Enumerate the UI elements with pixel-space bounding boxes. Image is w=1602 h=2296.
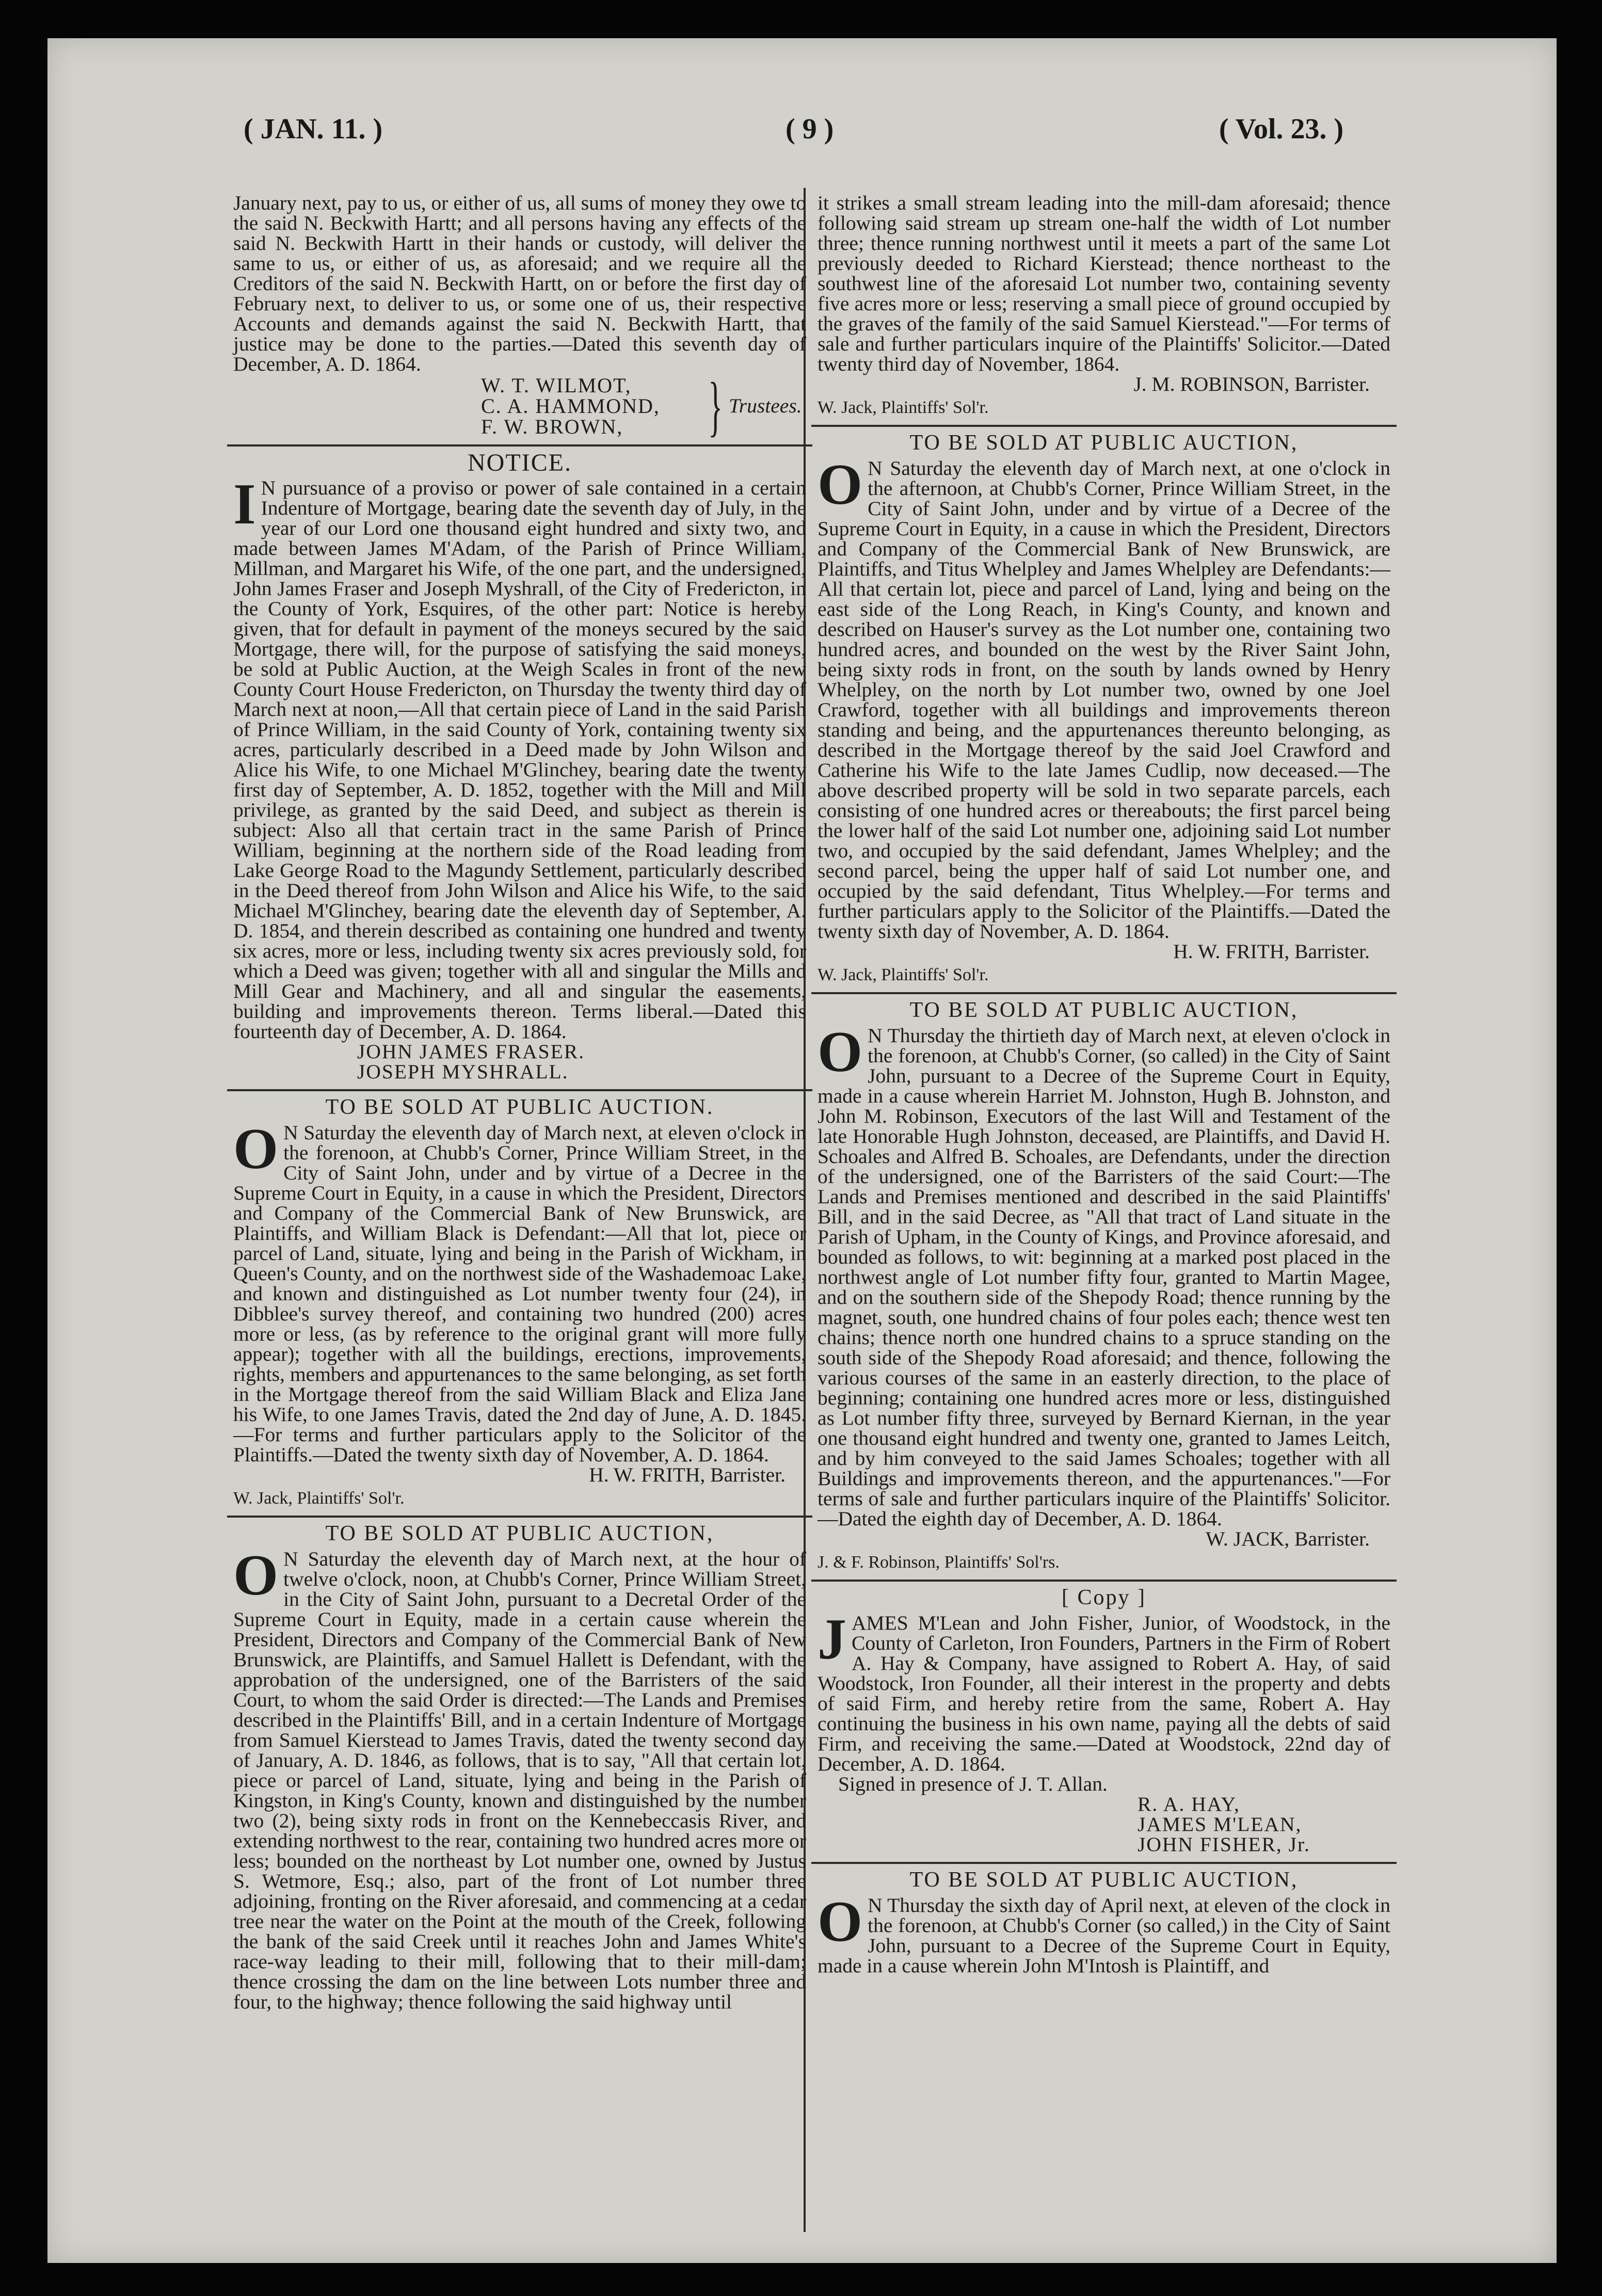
solicitor-line: W. Jack, Plaintiffs' Sol'r. (818, 965, 989, 984)
drop-cap: I (233, 472, 256, 536)
trustee-name: C. A. HAMMOND, (481, 394, 660, 418)
auction-text: N Saturday the eleventh day of March next, at eleven o'clock in the forenoon, at Chubb's Corner, Prince William Street, in the City of Saint John, under and by virtue of a Decree in the Supreme Court in Equity, in a cause in which the President, Directors and Company of the Commercial Bank of New Brunswick, are Plaintiffs, and William Black is Defendant:—All that lot, piece or parcel of Land, situate, lying and being in the Parish of Wickham, in Queen's County, and on the northwest side of the Washademoac Lake, and known and distinguished as Lot number twenty four (24), in Dibblee's survey thereof, and containing two hundred (200) acres more or less, (as by reference to the original grant will more fully appear); together with all the buildings, erections, improvements, rights, members and appurtenances to the same belonging, as set forth in the Mortgage thereof from the said William Black and Eliza Jane his Wife, to one James Travis, dated the 2nd day of June, A. D. 1845.—For terms and further particulars apply to the Solicitor of the Plaintiffs.—Dated the twenty sixth day of November, A. D. 1864. (233, 1121, 806, 1466)
copy-signature: JAMES M'LEAN, (1138, 1813, 1302, 1836)
auction-heading: TO BE SOLD AT PUBLIC AUCTION, (909, 998, 1299, 1022)
drop-cap: O (818, 1020, 863, 1084)
copy-signature: JOHN FISHER, Jr. (1138, 1833, 1310, 1856)
solicitor-line: W. Jack, Plaintiffs' Sol'r. (818, 398, 989, 417)
running-header (47, 38, 1557, 152)
notice-body (233, 472, 806, 1043)
trustee-name: F. W. BROWN, (481, 415, 623, 438)
auction-continuation: it strikes a small stream leading into the mill-dam aforesaid; thence following said stream up stream one-half the width of Lot number three; thence running northwest until it meets a part of the same Lot previously deeded to Richard Kierstead; thence northeast to the southwest line of the aforesaid Lot number two, containing seventy five acres more or less; reserving a small piece of ground occupied by the graves of the family of the said Samuel Kierstead."—For terms of sale and further particulars inquire of the Plaintiffs' Solicitor.—Dated twenty third day of November, 1864. (818, 192, 1390, 375)
barrister-signature: H. W. FRITH, Barrister. (1173, 940, 1370, 963)
section-rule (811, 1580, 1397, 1582)
barrister-signature: J. M. ROBINSON, Barrister. (1133, 373, 1370, 395)
auction-heading: TO BE SOLD AT PUBLIC AUCTION, (325, 1522, 714, 1545)
auction-body (818, 453, 1390, 943)
auction-heading: TO BE SOLD AT PUBLIC AUCTION, (909, 1868, 1299, 1892)
section-rule (811, 992, 1397, 994)
solicitor-line: J. & F. Robinson, Plaintiffs' Sol'rs. (818, 1553, 1060, 1572)
auction-heading: TO BE SOLD AT PUBLIC AUCTION, (909, 431, 1299, 455)
trustee-signatures (233, 369, 806, 443)
drop-cap: O (233, 1543, 279, 1607)
trustees-label: Trustees. (729, 394, 802, 417)
barrister-signature: W. JACK, Barrister. (1206, 1527, 1370, 1550)
copy-heading: [ Copy ] (1062, 1586, 1146, 1609)
drop-cap: O (818, 1890, 863, 1954)
notice-text: N pursuance of a proviso or power of sale contained in a certain Indenture of Mortgage, bearing date the seventh day of July, in the year of our Lord one thousand eight hundred and sixty two, and made between James M'Adam, of the Parish of Prince William, Millman, and Margaret his Wife, of the one part, and the undersigned, John James Fraser and Joseph Myshrall, of the City of Fredericton, in the County of York, Esquires, of the other part: Notice is hereby given, that for default in payment of the moneys secured by the said Mortgage, there will, for the purpose of satisfying the said moneys, be sold at Public Auction, at the Weigh Scales in front of the new County Court House Fredericton, on Thursday the twenty third day of March next at noon,—All that certain piece of Land in the said Parish of Prince William, in the said County of York, containing twenty six acres, particularly described in a Deed made by John Wilson and Alice his Wife, to one Michael M'Glinchey, bearing date the twenty first day of September, A. D. 1852, together with the Mill and Mill privilege, as granted by the said Deed, and subject as therein is subject: Also all that certain tract in the same Parish of Prince William, beginning at the northern side of the Road leading from Lake George Road to the Magundy Settlement, particularly described in the Deed thereof from John Wilson and Alice his Wife, to the said Michael M'Glinchey, bearing date the eleventh day of September, A. D. 1854, and therein described as containing one hundred and twenty six acres, more or less, including twenty six acres previously sold, for which a Deed was given; together with all and singular the Mills and Mill Gear and Machinery, and all and singular the easements, building and improvements thereon. Terms liberal.—Dated this fourteenth day of December, A. D. 1864. (233, 476, 806, 1043)
copy-signature: R. A. HAY, (1138, 1793, 1240, 1815)
section-rule (811, 1862, 1397, 1864)
drop-cap: O (818, 453, 863, 517)
auction-heading: TO BE SOLD AT PUBLIC AUCTION. (325, 1095, 714, 1119)
auction-text: N Thursday the thirtieth day of March next, at eleven o'clock in the forenoon, at Chubb's Corner, (so called) in the City of Saint John, pursuant to a Decree of the Supreme Court in Equity, made in a cause wherein Harriet M. Johnston, Hugh B. Johnston, and John M. Robinson, Executors of the last Will and Testament of the late Honorable Hugh Johnston, deceased, are Plaintiffs, and David H. Schoales and Alfred B. Schoales, are Defendants, under the direction of the undersigned, one of the Barristers of the said Court:—The Lands and Premises mentioned and described in the said Plaintiffs' Bill, and in the said Decree, as "All that tract of Land situate in the Parish of Upham, in the County of Kings, and Province aforesaid, and bounded as follows, to wit: beginning at a marked post placed in the northwest angle of Lot number fifty four, granted to Martin Magee, and on the southern side of the Shepody Road; thence running by the magnet, south, one hundred chains of four poles each; thence west ten chains; thence north one hundred chains to a spruce standing on the south side of the Shepody Road aforesaid; and thence, following the various courses of the same in an easterly direction, to the place of beginning; containing one hundred acres more or less, distinguished as Lot number fifty three, surveyed by Bernard Kiernan, in the year one thousand eight hundred and twenty one, granted to James Leitch, and by him conveyed to the said James Schoales; together with all Buildings and improvements thereon, and the appurtenances."—For terms of sale and further particulars inquire of the Plaintiffs' Solicitor.—Dated the eighth day of December, A. D. 1864. (818, 1024, 1390, 1530)
drop-cap: O (233, 1117, 279, 1181)
section-rule (227, 1516, 812, 1518)
notice-signature: JOHN JAMES FRASER. (357, 1040, 585, 1063)
auction-body (818, 1890, 1390, 1977)
section-rule (811, 425, 1397, 427)
auction-body (233, 1117, 806, 1466)
section-rule (227, 1089, 812, 1091)
auction-body (818, 1020, 1390, 1530)
header-date: ( JAN. 11. ) (244, 113, 383, 145)
section-rule (227, 444, 812, 447)
notice-heading: NOTICE. (468, 449, 572, 476)
drop-cap: J (818, 1607, 846, 1671)
solicitor-line: W. Jack, Plaintiffs' Sol'r. (233, 1489, 405, 1508)
copy-text: AMES M'Lean and John Fisher, Junior, of Woodstock, in the County of Carleton, Iron Founders, Partners in the Firm of Robert A. Hay & Company, have assigned to Robert A. Hay, of said Woodstock, Iron Founder, all their interest in the property and debts of said Firm, and hereby retire from the same, Robert A. Hay continuing the business in his own name, paying all the debts of said Firm, and receiving the same.—Dated at Woodstock, 22nd day of December, A. D. 1864. (818, 1612, 1390, 1775)
left-column (233, 193, 806, 2012)
copy-signed-line: Signed in presence of J. T. Allan. (838, 1773, 1108, 1795)
header-volume: ( Vol. 23. ) (1219, 113, 1344, 145)
brace-glyph: } (708, 369, 723, 443)
trustee-notice-continuation: January next, pay to us, or either of us, all sums of money they owe to the said N. Beckwith Hartt; and all persons having any effects of the said N. Beckwith Hartt in their hands or custody, will deliver the same to us, or either of us, as aforesaid; and we require all the Creditors of the said N. Beckwith Hartt, on or before the first day of February next, to deliver to us, or some one of us, their respective Accounts and demands against the said N. Beckwith Hartt, that justice may be done to the parties.—Dated this seventh day of December, A. D. 1864. (233, 192, 806, 375)
auction-text: N Saturday the eleventh day of March next, at one o'clock in the afternoon, at Chubb's Corner, Prince William Street, in the City of Saint John, under and by virtue of a Decree of the Supreme Court in Equity, in a cause in which the President, Directors and Company of the Commercial Bank of New Brunswick, are Plaintiffs, and Titus Whelpley and James Whelpley are Defendants:—All that certain lot, piece and parcel of Land, lying and being on the east side of the Long Reach, in King's County, and known and described on Hauser's survey as the Lot number one, containing two hundred acres, and bounded on the west by the River Saint John, being sixty rods in front, on the south by lands owned by Henry Whelpley, on the north by Lot number two, owned by one Joel Crawford, together with all buildings and improvements thereon standing and being, and the appurtenances thereunto belonging, as described in the Mortgage thereof by the said Joel Crawford and Catherine his Wife to the late James Cudlip, now deceased.—The above described property will be sold in two separate parcels, each consisting of one hundred acres or thereabouts; the first parcel being the lower half of the said Lot number one, adjoining said Lot number two, and occupied by the said defendant, James Whelpley; and the second parcel, being the upper half of said Lot number one, and occupied by the said defendant, Titus Whelpley.—For terms and further particulars apply to the Solicitor of the Plaintiffs.—Dated the twenty sixth day of November, A. D. 1864. (818, 457, 1390, 943)
trustee-name: W. T. WILMOT, (481, 374, 632, 397)
header-page-number: ( 9 ) (786, 113, 834, 145)
newspaper-page (47, 38, 1557, 2263)
right-column (818, 193, 1390, 1976)
copy-body (818, 1607, 1390, 1775)
auction-text: N Saturday the eleventh day of March next, at the hour of twelve o'clock, noon, at Chubb's Corner, Prince William Street, in the City of Saint John, pursuant to a Decretal Order of the Supreme Court in Equity, made in a certain cause wherein the President, Directors and Company of the Commercial Bank of New Brunswick, are Plaintiffs, and Samuel Hallett is Defendant, with the approbation of the undersigned, one of the Barristers of the said Court, to whom the said Order is directed:—The Lands and Premises described in the Plaintiffs' Bill, and in a certain Indenture of Mortgage from Samuel Kierstead to James Travis, dated the twenty second day of January, A. D. 1846, as follows, that is to say, "All that certain lot, piece or parcel of Land, situate, lying and being in the Parish of Kingston, in King's County, known and distinguished by the number two (2), being sixty rods in front on the Kennebeccasis River, and extending northwest to the rear, containing two hundred acres more or less; bounded on the northeast by Lot number one, owned by Justus S. Wetmore, Esq.; also, part of the front of Lot number three adjoining, fronting on the River aforesaid, and commencing at a cedar tree near the water on the Point at the mouth of the Creek, following the bank of the said Creek until it reaches John and James White's race-way leading to their mill, following that to their mill-dam; thence crossing the dam on the line between Lots number three and four, to the highway; thence following the said highway until (233, 1548, 806, 2013)
auction-text: N Thursday the sixth day of April next, at eleven of the clock in the forenoon, at Chubb's Corner (so called,) in the City of Saint John, pursuant to a Decree of the Supreme Court in Equity, made in a cause wherein John M'Intosh is Plaintiff, and (818, 1894, 1390, 1977)
notice-signature: JOSEPH MYSHRALL. (357, 1060, 569, 1083)
auction-body (233, 1543, 806, 2013)
barrister-signature: H. W. FRITH, Barrister. (589, 1463, 786, 1486)
